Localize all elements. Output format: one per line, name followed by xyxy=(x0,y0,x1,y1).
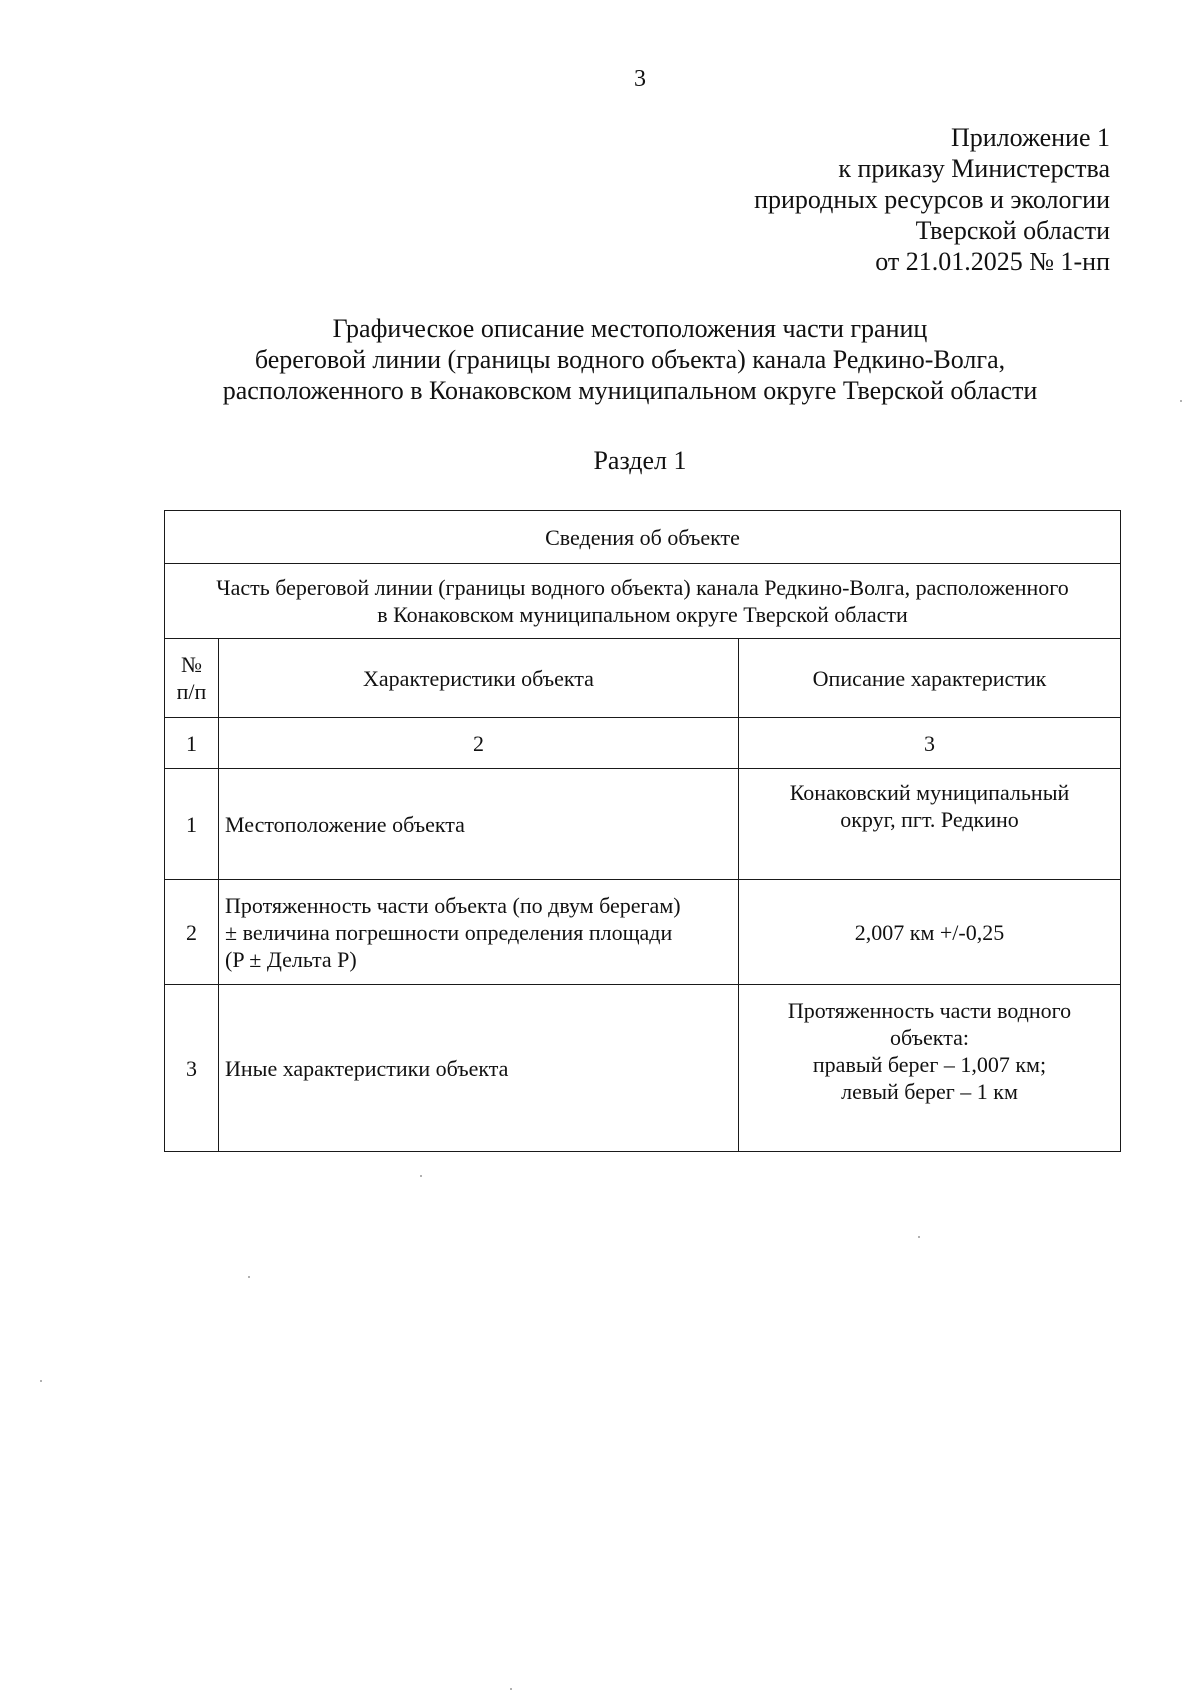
scan-noise xyxy=(420,1175,422,1177)
object-name-line: Часть береговой линии (границы водного объекта) канала Редкино-Волга, расположенного xyxy=(216,575,1069,600)
characteristic-line: (P ± Дельта P) xyxy=(225,946,357,972)
appendix-line: от 21.01.2025 № 1-нп xyxy=(875,247,1110,276)
document-title xyxy=(150,313,1110,406)
characteristic-line: Местоположение объекта xyxy=(225,811,465,837)
table-header: Сведения об объекте xyxy=(165,511,1121,564)
row-description xyxy=(739,985,1121,1152)
scan-noise xyxy=(1180,400,1182,402)
title-line: Графическое описание местоположения части границ xyxy=(332,314,928,343)
row-number: 2 xyxy=(165,880,219,985)
description-line: округ, пгт. Редкино xyxy=(840,807,1019,832)
description-line: Протяженность части водного xyxy=(787,998,1072,1023)
object-name-cell xyxy=(165,564,1121,639)
page-number: 3 xyxy=(634,66,646,92)
characteristic-line: Иные характеристики объекта xyxy=(225,1055,509,1081)
row-characteristic xyxy=(219,769,739,880)
col-header-characteristics: Характеристики объекта xyxy=(219,639,739,718)
row-number: 1 xyxy=(165,769,219,880)
title-line: береговой линии (границы водного объекта) канала Редкино-Волга, xyxy=(254,345,1006,374)
appendix-line: к приказу Министерства xyxy=(838,154,1110,183)
object-name-row xyxy=(165,564,1121,639)
col-header-num-line: № xyxy=(181,652,202,677)
section-title: Раздел 1 xyxy=(593,446,687,475)
scan-noise xyxy=(248,1276,250,1278)
appendix-line: Тверской области xyxy=(915,216,1110,245)
description-line: Конаковский муниципальный xyxy=(789,780,1070,805)
title-line: расположенного в Конаковском муниципальном округе Тверской области xyxy=(222,376,1038,405)
row-number: 3 xyxy=(165,985,219,1152)
description-line: левый берег – 1 км xyxy=(841,1079,1018,1104)
column-number: 3 xyxy=(739,718,1121,769)
table-row xyxy=(165,769,1121,880)
object-info-table xyxy=(164,510,1121,1152)
column-headers-row xyxy=(165,639,1121,718)
characteristic-line: ± величина погрешности определения площади xyxy=(225,919,673,945)
scan-noise xyxy=(510,1688,512,1690)
row-description xyxy=(739,880,1121,985)
row-characteristic xyxy=(219,985,739,1152)
description-line: 2,007 км +/-0,25 xyxy=(854,919,1005,945)
characteristic-line: Протяженность части объекта (по двум берегам) xyxy=(225,892,681,918)
appendix-line: Приложение 1 xyxy=(950,123,1110,152)
col-header-num xyxy=(165,639,219,718)
column-number: 2 xyxy=(219,718,739,769)
col-header-num-line: п/п xyxy=(176,679,207,704)
table-row xyxy=(165,880,1121,985)
description-line: правый берег – 1,007 км; xyxy=(812,1052,1047,1077)
scan-noise xyxy=(40,1380,42,1382)
col-header-description: Описание характеристик xyxy=(739,639,1121,718)
appendix-line: природных ресурсов и экологии xyxy=(754,185,1110,214)
table-header-row xyxy=(165,511,1121,564)
column-number: 1 xyxy=(165,718,219,769)
row-description xyxy=(739,769,1121,880)
description-line: объекта: xyxy=(890,1025,969,1050)
object-name-line: в Конаковском муниципальном округе Тверской области xyxy=(377,602,908,627)
table-row xyxy=(165,985,1121,1152)
row-characteristic xyxy=(219,880,739,985)
scan-noise xyxy=(918,1236,920,1238)
column-numbers-row xyxy=(165,718,1121,769)
appendix-block xyxy=(754,122,1110,277)
